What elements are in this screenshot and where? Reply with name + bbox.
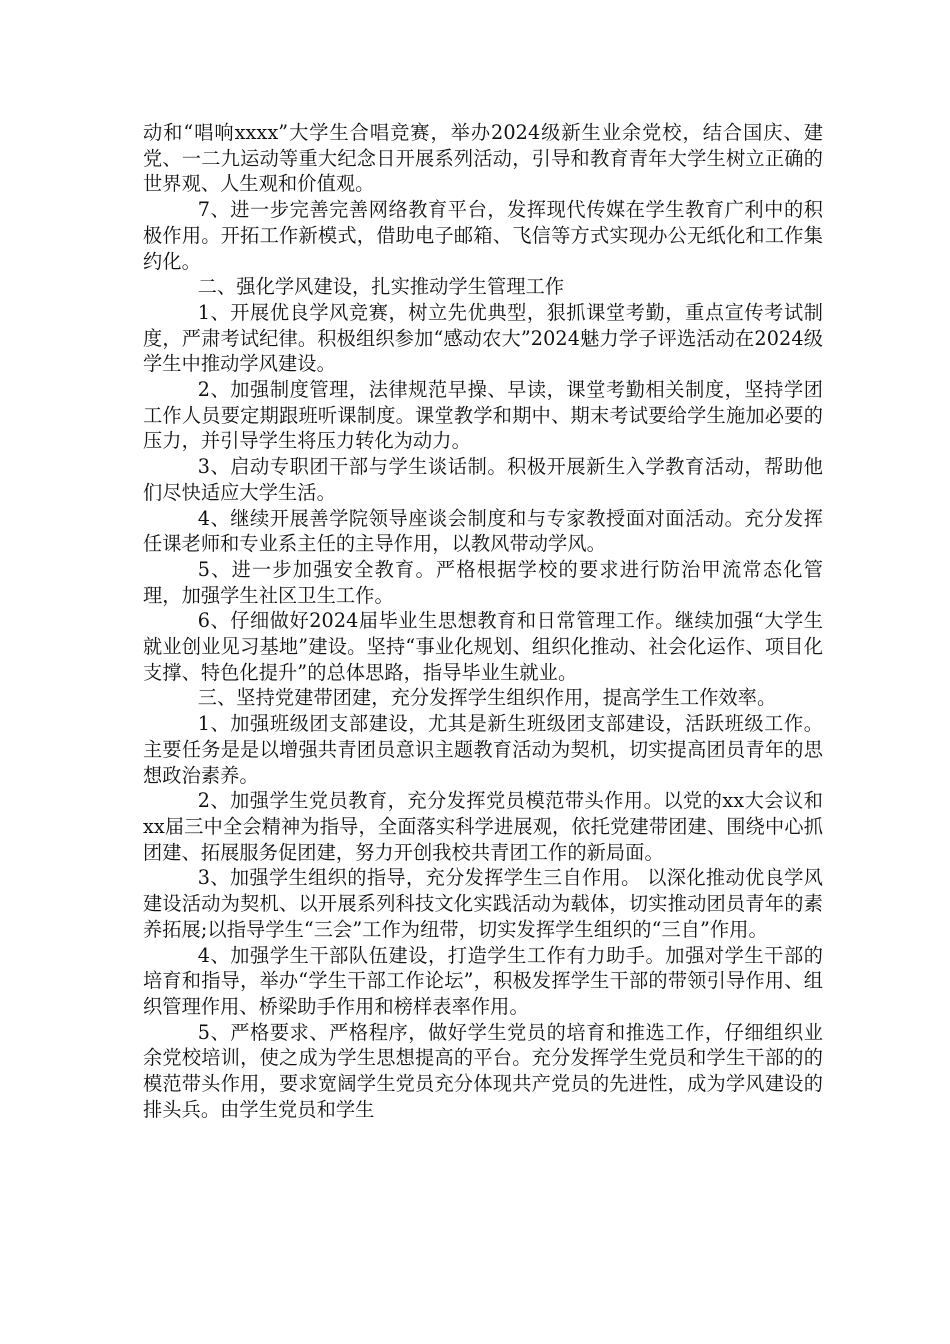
paragraph-continuation: 动和“唱响xxxx”大学生合唱竞赛，举办2024级新生业余党校，结合国庆、建党、一二九运动等重大纪念日开展系列活动，引导和教育青年大学生树立正确的世界观、人生观和价值观。 (143, 121, 823, 196)
paragraph-section2-item-3: 3、启动专职团干部与学生谈话制。积极开展新生入学教育活动，帮助他们尽快适应大学生活。 (143, 455, 823, 504)
paragraph-section2-item-2: 2、加强制度管理，法律规范早操、早读，课堂考勤相关制度，坚持学团工作人员要定期跟班听课制度。课堂教学和期中、期末考试要给学生施加必要的压力，并引导学生将压力转化为动力。 (143, 378, 823, 453)
document-body (143, 120, 823, 1122)
paragraph-section3-item-3: 3、加强学生组织的指导，充分发挥学生三自作用。 以深化推动优良学风建设活动为契机、以开展系列科技文化实践活动为载体，切实推动团员青年的素养拓展;以指导学生“三会”工作为纽带，切实发挥学生组织的“三自”作用。 (143, 866, 823, 941)
paragraph-section3-item-1: 1、加强班级团支部建设，尤其是新生班级团支部建设，活跃班级工作。主要任务是是以增强共青团员意识主题教育活动为契机，切实提高团员青年的思想政治素养。 (143, 712, 823, 787)
section-heading-2: 二、强化学风建设，扎实推动学生管理工作 (197, 275, 565, 299)
paragraph-section3-item-2: 2、加强学生党员教育，充分发挥党员模范带头作用。以党的xx大会议和xx届三中全会精神为指导，全面落实科学进展观，依托党建带团建、围绕中心抓团建、拓展服务促团建，努力开创我校共青团工作的新局面。 (143, 789, 823, 864)
paragraph-section2-item-1: 1、开展优良学风竞赛，树立先优典型，狠抓课堂考勤，重点宣传考试制度，严肃考试纪律。积极组织参加“感动农大”2024魅力学子评选活动在2024级学生中推动学风建设。 (143, 300, 823, 376)
paragraph-item-7: 7、进一步完善完善网络教育平台，发挥现代传媒在学生教育广利中的积极作用。开拓工作新模式，借助电子邮箱、飞信等方式实现办公无纸化和工作集约化。 (143, 198, 823, 273)
section-heading-3: 三、坚持党建带团建，充分发挥学生组织作用，提高学生工作效率。 (197, 686, 777, 710)
paragraph-section2-item-4: 4、继续开展善学院领导座谈会制度和与专家教授面对面活动。充分发挥任课老师和专业系主任的主导作用，以教风带动学风。 (143, 506, 823, 556)
paragraph-section2-item-5: 5、进一步加强安全教育。严格根据学校的要求进行防治甲流常态化管理，加强学生社区卫生工作。 (143, 557, 823, 607)
paragraph-section3-item-5: 5、严格要求、严格程序，做好学生党员的培育和推选工作，仔细组织业余党校培训，使之成为学生思想提高的平台。充分发挥学生党员和学生干部的的模范带头作用，要求宽阔学生党员充分体现共产党员的先进性，成为学风建设的排头兵。由学生党员和学生 (143, 1020, 823, 1121)
paragraph-section2-item-6: 6、仔细做好2024届毕业生思想教育和日常管理工作。继续加强“大学生就业创业见习基地”建设。坚持“事业化规划、组织化推动、社会化运作、项目化支撑、特色化提升”的总体思路，指导毕业生就业。 (143, 609, 823, 684)
paragraph-section3-item-4: 4、加强学生干部队伍建设，打造学生工作有力助手。加强对学生干部的培育和指导，举办“学生干部工作论坛”，积极发挥学生干部的带领引导作用、组织管理作用、桥梁助手作用和榜样表率作用。 (143, 943, 823, 1018)
